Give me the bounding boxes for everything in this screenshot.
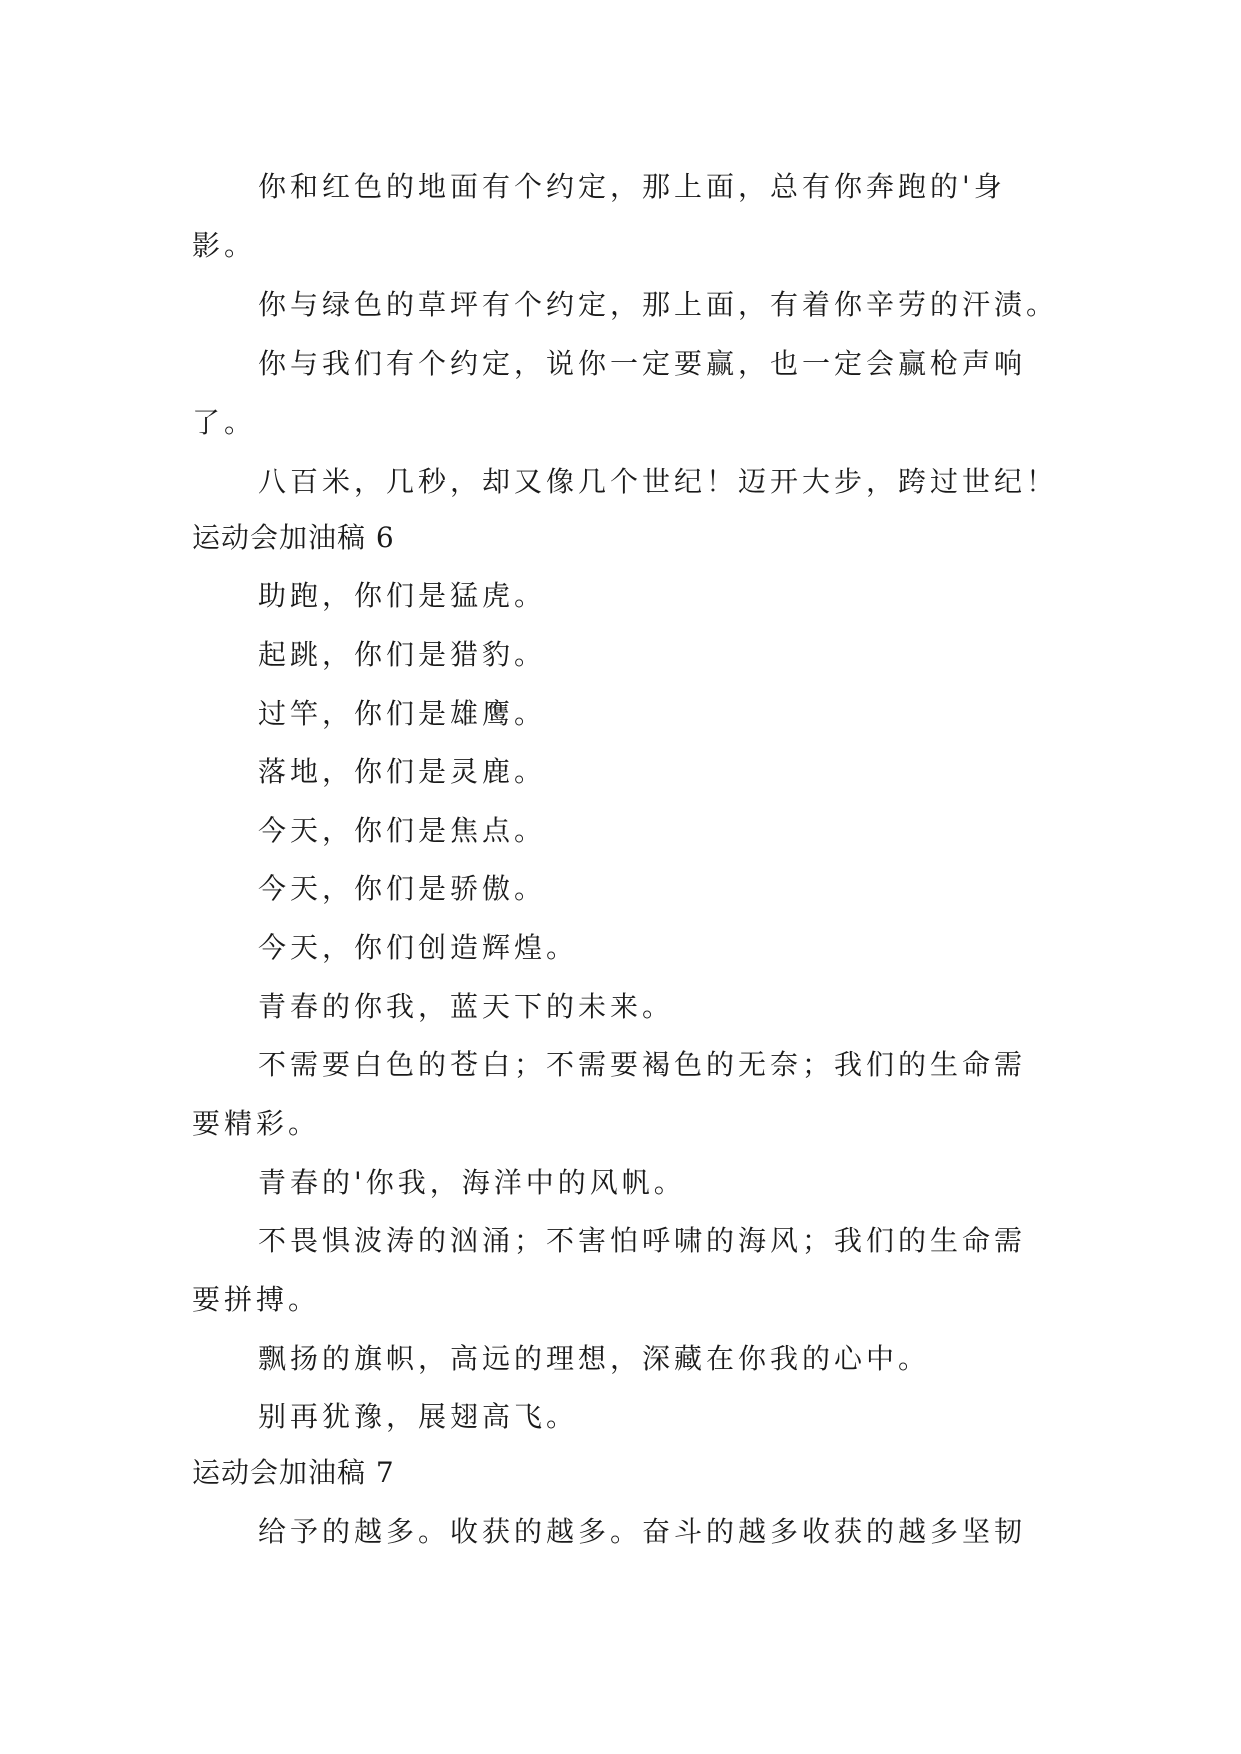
paragraph-line: 影。 — [192, 229, 257, 262]
paragraph-line: 飘扬的旗帜，高远的理想，深藏在你我的心中。 — [258, 1342, 931, 1375]
paragraph-line: 落地，你们是灵鹿。 — [258, 755, 547, 788]
paragraph-line: 别再犹豫，展翅高飞。 — [258, 1400, 579, 1433]
section-heading: 运动会加油稿 6 — [192, 521, 395, 554]
paragraph-line: 青春的'你我，海洋中的风帆。 — [258, 1166, 686, 1199]
paragraph-line: 八百米，几秒，却又像几个世纪！迈开大步，跨过世纪！ — [258, 465, 1059, 498]
paragraph-line: 你和红色的地面有个约定，那上面，总有你奔跑的'身 — [258, 170, 1006, 203]
paragraph-line: 了。 — [192, 406, 257, 439]
paragraph-line: 不需要白色的苍白；不需要褐色的无奈；我们的生命需 — [258, 1048, 1027, 1081]
paragraph-line: 给予的越多。收获的越多。奋斗的越多收获的越多坚韧 — [258, 1515, 1027, 1548]
section-heading: 运动会加油稿 7 — [192, 1456, 395, 1489]
paragraph-line: 你与绿色的草坪有个约定，那上面，有着你辛劳的汗渍。 — [258, 288, 1059, 321]
paragraph-line: 要拼搏。 — [192, 1283, 321, 1316]
paragraph-line: 青春的你我，蓝天下的未来。 — [258, 990, 675, 1023]
paragraph-line: 不畏惧波涛的汹涌；不害怕呼啸的海风；我们的生命需 — [258, 1224, 1027, 1257]
paragraph-line: 今天，你们创造辉煌。 — [258, 931, 579, 964]
paragraph-line: 起跳，你们是猎豹。 — [258, 638, 547, 671]
paragraph-line: 今天，你们是骄傲。 — [258, 872, 547, 905]
paragraph-line: 要精彩。 — [192, 1107, 321, 1140]
paragraph-line: 过竿，你们是雄鹰。 — [258, 697, 547, 730]
paragraph-line: 助跑，你们是猛虎。 — [258, 579, 547, 612]
paragraph-line: 今天，你们是焦点。 — [258, 814, 547, 847]
paragraph-line: 你与我们有个约定，说你一定要赢，也一定会赢枪声响 — [258, 347, 1027, 380]
